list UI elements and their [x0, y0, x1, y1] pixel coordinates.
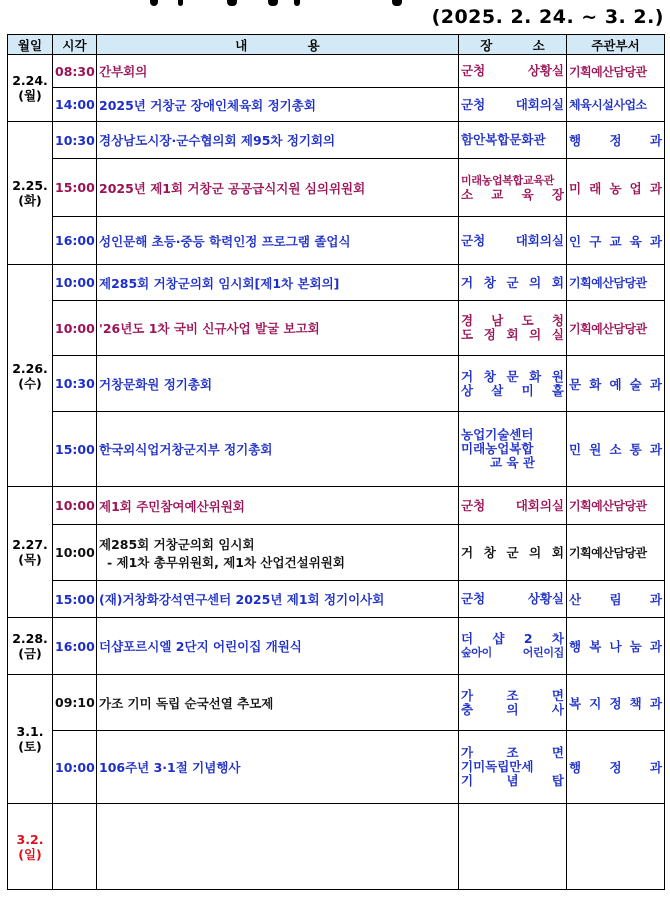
event-content: '26년도 1차 국비 신규사업 발굴 보고회: [97, 301, 459, 356]
event-place: 군청 대회의실: [459, 88, 567, 122]
event-content: 간부회의: [97, 55, 459, 88]
table-row: [8, 412, 665, 487]
event-place-empty: [459, 804, 567, 890]
event-dept: 기획예산담당관: [567, 525, 665, 581]
event-place: 더 샵 2 차 숲아이 어린이집: [459, 618, 567, 675]
weekday-label: (토): [18, 739, 42, 754]
table-row: [8, 731, 665, 804]
header-date: 월일: [8, 35, 53, 55]
event-dept: 기획예산담당관: [567, 487, 665, 525]
weekday-label: (월): [18, 88, 42, 103]
time-cell: 15:00: [53, 581, 97, 618]
event-content: 106주년 3·1절 기념행사: [97, 731, 459, 804]
table-row: [8, 55, 665, 88]
table-row: [8, 487, 665, 525]
event-place: 농업기술센터 미래농업복합 교 육 관: [459, 412, 567, 487]
time-cell: 09:10: [53, 675, 97, 731]
event-place: 가 조 면 기미독립만세 기 념 탑: [459, 731, 567, 804]
date-cell: [8, 487, 53, 618]
time-cell: 10:30: [53, 122, 97, 159]
table-row: [8, 804, 665, 890]
time-cell: 15:00: [53, 412, 97, 487]
date-label: 2.27.: [12, 537, 48, 552]
event-dept: 체육시설사업소: [567, 88, 665, 122]
time-cell-empty: [53, 804, 97, 890]
weekly-schedule-table: [7, 34, 665, 890]
time-cell: 08:30: [53, 55, 97, 88]
date-label: 2.24.: [12, 73, 48, 88]
date-cell: [8, 618, 53, 675]
event-dept: 인 구 교 육 과: [567, 217, 665, 265]
table-row: [8, 581, 665, 618]
event-content-sub: - 제1차 총무위원회, 제1차 산업건설위원회: [107, 554, 345, 570]
weekday-label: (수): [18, 375, 42, 391]
event-dept: 기획예산담당관: [567, 301, 665, 356]
event-content-main: 제285회 거창군의회 임시회: [99, 536, 255, 552]
date-label: 3.1.: [16, 724, 44, 739]
time-cell: 10:00: [53, 301, 97, 356]
event-place: 거 창 군 의 회: [459, 265, 567, 301]
event-dept-empty: [567, 804, 665, 890]
time-cell: 15:00: [53, 159, 97, 217]
event-dept: 기획예산담당관: [567, 265, 665, 301]
event-dept: 미 래 농 업 과: [567, 159, 665, 217]
time-cell: 16:00: [53, 618, 97, 675]
event-dept: 민 원 소 통 과: [567, 412, 665, 487]
table-row: [8, 301, 665, 356]
table-row: [8, 675, 665, 731]
header-dept: 주관부서: [567, 35, 665, 55]
table-row: [8, 356, 665, 412]
header-place: 장 소: [459, 35, 567, 55]
table-row: [8, 122, 665, 159]
event-content: 2025년 거창군 장애인체육회 정기총회: [97, 88, 459, 122]
weekday-label: (목): [18, 552, 42, 567]
date-label: 2.26.: [12, 360, 48, 376]
header-time: 시각: [53, 35, 97, 55]
time-cell: 10:00: [53, 265, 97, 301]
table-row: [8, 265, 665, 301]
date-label: 2.28.: [12, 631, 48, 646]
event-dept: 기획예산담당관: [567, 55, 665, 88]
event-content-empty: [97, 804, 459, 890]
event-content: 성인문해 초등·중등 학력인정 프로그램 졸업식: [97, 217, 459, 265]
table-row: [8, 525, 665, 581]
event-content: [97, 525, 459, 581]
time-cell: 14:00: [53, 88, 97, 122]
event-dept: 행 정 과: [567, 731, 665, 804]
date-cell: [8, 804, 53, 890]
date-label: 3.2.: [16, 831, 44, 847]
table-row: [8, 618, 665, 675]
event-content: 거창문화원 정기총회: [97, 356, 459, 412]
event-dept: 복 지 정 책 과: [567, 675, 665, 731]
event-place: 군청 상황실: [459, 55, 567, 88]
event-place: 군청 상황실: [459, 581, 567, 618]
event-place: 거 창 군 의 회: [459, 525, 567, 581]
date-range: (2025. 2. 24. ~ 3. 2.): [431, 6, 664, 28]
table-row: [8, 217, 665, 265]
table-row: [8, 88, 665, 122]
event-content: 2025년 제1회 거창군 공공급식지원 심의위원회: [97, 159, 459, 217]
header-content: 내 용: [97, 35, 459, 55]
event-dept: 행 정 과: [567, 122, 665, 159]
date-cell: [8, 55, 53, 122]
event-place: 군청 대회의실: [459, 487, 567, 525]
date-cell: [8, 675, 53, 804]
event-content: 더샵포르시엘 2단지 어린이집 개원식: [97, 618, 459, 675]
time-cell: 16:00: [53, 217, 97, 265]
event-place: 군청 대회의실: [459, 217, 567, 265]
event-content: (재)거창화강석연구센터 2025년 제1회 정기이사회: [97, 581, 459, 618]
event-dept: 문 화 예 술 과: [567, 356, 665, 412]
table-row: [8, 159, 665, 217]
time-cell: 10:30: [53, 356, 97, 412]
time-cell: 10:00: [53, 525, 97, 581]
event-content: 제285회 거창군의회 임시회[제1차 본회의]: [97, 265, 459, 301]
event-dept: 산 림 과: [567, 581, 665, 618]
date-label: 2.25.: [12, 178, 48, 193]
event-content: 가조 기미 독립 순국선열 추모제: [97, 675, 459, 731]
weekday-label: (금): [18, 646, 42, 661]
event-content: 경상남도시장·군수협의회 제95차 정기회의: [97, 122, 459, 159]
event-place: 함안복합문화관: [459, 122, 567, 159]
weekday-label: (화): [18, 193, 42, 208]
event-place: 미래농업복합교육관 소 교 육 장: [459, 159, 567, 217]
weekday-label: (일): [18, 846, 42, 862]
event-dept: 행 복 나 눔 과: [567, 618, 665, 675]
event-content: 제1회 주민참여예산위원회: [97, 487, 459, 525]
header-row: [8, 35, 665, 55]
event-place: 경 남 도 청 도 정 회 의 실: [459, 301, 567, 356]
time-cell: 10:00: [53, 731, 97, 804]
event-place: 거 창 문 화 원 상 살 미 홀: [459, 356, 567, 412]
date-cell: [8, 265, 53, 487]
event-content: 한국외식업거창군지부 정기총회: [97, 412, 459, 487]
date-cell: [8, 122, 53, 265]
event-place: 가 조 면 충 의 사: [459, 675, 567, 731]
time-cell: 10:00: [53, 487, 97, 525]
